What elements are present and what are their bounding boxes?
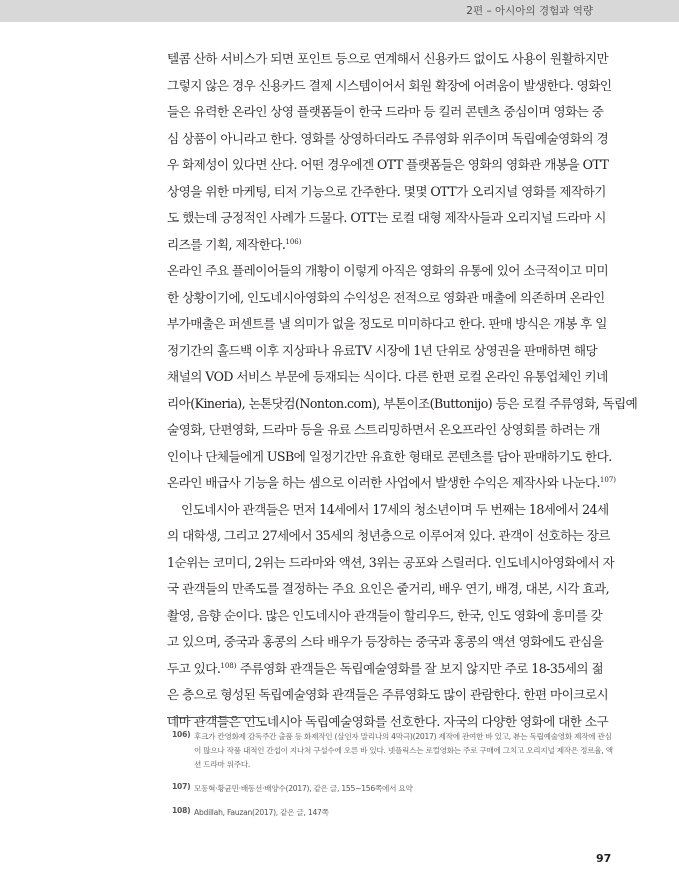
- body-line-text: 인이나 단체들에게 USB에 일정기간만 유효한 형태로 콘텐츠를 담아 판매하기도 한다.: [167, 448, 612, 464]
- body-line: [167, 46, 613, 73]
- body-line-text: 술영화, 단편영화, 드라마 등을 유료 스트리밍하면서 온오프라인 상영회를 하려는 개: [167, 422, 600, 437]
- body-line-text: 채널의 VOD 서비스 부문에 등재되는 식이다. 다른 한편 로컬 온라인 유통업체인 키네: [167, 369, 608, 384]
- body-line-text: 심 상품이 아니라고 한다. 영화를 상영하더라도 주류영화 위주이며 독립예술영화의 경: [167, 130, 609, 146]
- body-line: [167, 576, 613, 603]
- body-line-text: 리아(Kineria), 논톤닷컴(Nonton.com), 부톤이조(Buttonijo) 등은 로컬 주류영화, 독립예: [167, 395, 638, 411]
- body-line-text: 온라인 배급사 기능을 하는 셈으로 이러한 사업에서 발생한 수익은 제작사와 나눈다.: [167, 475, 600, 490]
- body-line-text: 리즈를 기획, 제작한다.: [167, 236, 286, 252]
- body-line-text: 우 화제성이 있다면 산다. 어떤 경우에겐 OTT 플랫폼들은 영화의 영화관 개봉을 OTT: [167, 157, 609, 172]
- body-line: [167, 179, 613, 206]
- running-title: 2편 – 아시아의 경험과 역량: [466, 5, 593, 17]
- body-line: [167, 550, 613, 577]
- body-line-text: 한 상황이기에, 인도네시아영화의 수익성은 전적으로 영화관 매출에 의존하며 온라인: [167, 289, 605, 305]
- body-line-text: 들은 유력한 온라인 상영 플랫폼들이 한국 드라마 등 킬러 콘텐츠 중심이며 영화는 중: [167, 104, 604, 119]
- body-line: [167, 364, 613, 391]
- footnote-number: 106): [172, 730, 191, 739]
- body-line-text: 1순위는 코미디, 2위는 드라마와 액션, 3위는 공포와 스릴러다. 인도네시아영화에서 자: [167, 554, 615, 570]
- running-header: [0, 0, 679, 22]
- body-line-text: 온라인 주요 플레이어들의 개황이 이렇게 아직은 영화의 유통에 있어 소극적이고 미미: [167, 263, 609, 278]
- body-line-continuation: 주류영화 관객들은 독립예술영화를 잘 보지 않지만 주로 18-35세의 젊: [236, 660, 604, 676]
- footnote-text: 이 많으나 작품 내적인 간섭이 지나쳐 구설수에 오른 바 있다. 넷플릭스는 로컬영화는 주로 구매에 그치고 오리지널 제작은 정르율, 액: [194, 746, 613, 755]
- footnotes: [172, 730, 612, 820]
- body-line: [167, 73, 613, 100]
- body-line: [167, 682, 613, 709]
- body-text: [167, 46, 638, 735]
- body-line-text: 네마 관객들은 인도네시아 독립예술영화를 선호한다. 자국의 다양한 영화에 대한 소구: [167, 713, 609, 729]
- body-line: [167, 99, 613, 126]
- body-line-text: 국 관객들의 만족도를 결정하는 주요 요인은 줄거리, 배우 연기, 배경, 대본, 시각 효과,: [167, 581, 610, 596]
- body-line-text: 그렇지 않은 경우 신용카드 결제 시스템이어서 회원 확장에 어려움이 발생한다. 영화인: [167, 77, 612, 93]
- body-line-text: 고 있으며, 중국과 홍콩의 스타 배우가 등장하는 중국과 홍콩의 액션 영화에도 관심을: [167, 634, 604, 649]
- footnote: [172, 806, 612, 820]
- body-line: [167, 285, 613, 312]
- body-line: [167, 523, 613, 550]
- body-line: [167, 417, 613, 444]
- footnote-reference: 107): [599, 475, 617, 484]
- footnote-text: 션 드라마 위주다.: [194, 760, 251, 769]
- body-line-text: 도 했는데 긍정적인 사례가 드물다. OTT는 로컬 대형 제작사들과 오리지널 드라마 시: [167, 210, 606, 225]
- body-line: [167, 629, 613, 656]
- body-line-text: 부가매출은 퍼센트를 낼 의미가 없을 정도로 미미하다고 한다. 판매 방식은 개봉 후 일: [167, 316, 607, 331]
- body-line: [167, 232, 613, 259]
- footnote-text: 모동혁·황균민·배동선·배양수(2017), 같은 글, 155~156쪽에서 요약: [194, 784, 413, 793]
- body-line-text: 상영을 위한 마케팅, 티저 기능으로 간주한다. 몇몇 OTT가 오리지널 영화를 제작하기: [167, 183, 606, 199]
- body-line: [167, 444, 613, 471]
- body-line-text: 두고 있다.: [167, 660, 221, 676]
- footnote-divider: [167, 717, 259, 718]
- body-line: [167, 205, 613, 232]
- body-line: [167, 497, 613, 524]
- footnote-reference: 106): [285, 237, 302, 246]
- footnote-text: Abdillah, Fauzan(2017), 같은 글, 147쪽: [194, 808, 329, 817]
- body-line: [167, 338, 613, 365]
- footnote: [172, 730, 612, 772]
- body-line-text: 은 층으로 형성된 독립예술영화 관객들은 주류영화도 많이 관람한다. 한편 마이크로시: [167, 687, 609, 702]
- body-line: [167, 258, 613, 285]
- body-line: [167, 126, 613, 153]
- body-line: [167, 391, 638, 418]
- footnote-number: 107): [172, 782, 191, 791]
- footnote-text: 후크가 칸영화제 감독주간 출품 등 화제작인 (살인자 말리나의 4막극)(2017) 제작에 관여한 바 있고, 뷰는 독립예술영화 제작에 관심: [194, 732, 612, 741]
- body-line: [167, 656, 613, 683]
- body-line: [167, 311, 613, 338]
- body-line-text: 인도네시아 관객들은 먼저 14세에서 17세의 청소년이며 두 번째는 18세에서 24세: [181, 501, 609, 517]
- body-line: [167, 470, 617, 497]
- body-line-text: 텔콤 산하 서비스가 되면 포인트 등으로 연계해서 신용카드 없이도 사용이 원활하지만: [167, 51, 609, 66]
- page-number: 97: [596, 852, 612, 865]
- footnote: [172, 782, 612, 796]
- body-line: [167, 152, 613, 179]
- footnote-number: 108): [172, 806, 191, 815]
- footnote-reference: 108): [220, 661, 237, 670]
- body-line-text: 촬영, 음향 순이다. 많은 인도네시아 관객들이 할리우드, 한국, 인도 영화에 흥미를 갖: [167, 607, 603, 623]
- body-line-text: 의 대학생, 그리고 27세에서 35세의 청년층으로 이루어져 있다. 관객이 선호하는 장르: [167, 528, 610, 543]
- body-line-text: 정기간의 홀드백 이후 지상파나 유료TV 시장에 1년 단위로 상영권을 판매하면 해당: [167, 342, 598, 358]
- body-line: [167, 603, 613, 630]
